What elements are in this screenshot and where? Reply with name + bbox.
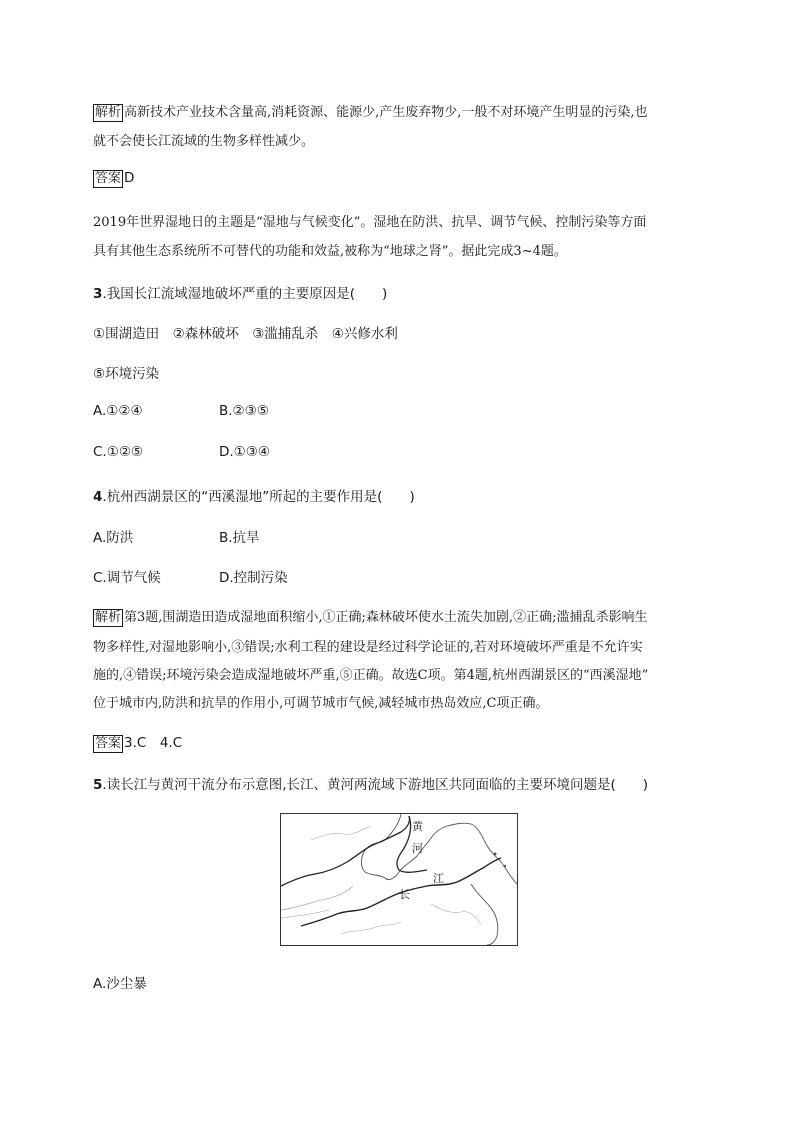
explanation-text: 高新技术产业技术含量高,消耗资源、能源少,产生废弃物少,一般不对环境产生明显的污染,也 [124, 105, 648, 120]
question-3-items-line-2: ⑤环境污染 [93, 366, 160, 382]
question-3-option-d: D.①③④ [219, 444, 270, 460]
intro-line-2: 具有其他生态系统所不可替代的功能和效益,被称为“地球之肾”。据此完成3~4题。 [93, 244, 567, 259]
explanation-2-line-2: 物多样性,对湿地影响小,③错误;水利工程的建设是经过科学论证的,若对环境破坏严重是不允许实 [93, 640, 643, 655]
explanation-1-line-2: 就不会使长江流域的生物多样性减少。 [93, 134, 315, 149]
question-3-option-c: C.①②⑤ [93, 444, 144, 460]
question-number: 3 [93, 286, 103, 302]
explanation-2-line-4: 位于城市内,防洪和抗旱的作用小,可调节城市气候,减轻城市热岛效应,C项正确。 [93, 696, 549, 711]
question-number: 5 [93, 777, 103, 793]
question-5-option-a: A.沙尘暴 [93, 976, 147, 992]
question-4-option-c: C.调节气候 [93, 570, 161, 586]
question-4-option-b: B.抗旱 [219, 530, 260, 546]
answer-tag: 答案 [95, 736, 122, 751]
question-4-option-a: A.防洪 [93, 530, 134, 546]
question-3-items-line-1: ①围湖造田 ②森林破坏 ③滥捕乱杀 ④兴修水利 [93, 326, 398, 342]
map-label-he: 河 [412, 842, 423, 855]
answer-tag: 答案 [95, 171, 122, 186]
question-5-stem: 5.读长江与黄河干流分布示意图,长江、黄河两流域下游地区共同面临的主要环境问题是( ) [93, 777, 649, 793]
map-label-jiang: 江 [433, 872, 444, 885]
question-number: 4 [93, 489, 103, 505]
question-4-stem: 4.杭州西湖景区的“西溪湿地”所起的主要作用是( ) [93, 489, 415, 505]
intro-line-1: 2019年世界湿地日的主题是“湿地与气候变化”。湿地在防洪、抗旱、调节气候、控制污染等方面 [93, 215, 647, 230]
map-label-huang: 黄 [412, 820, 423, 833]
question-3-option-a: A.①②④ [93, 403, 143, 419]
explanation-2-line-1 [93, 606, 647, 627]
answer-2 [93, 731, 182, 753]
river-map-figure [280, 813, 518, 946]
explanation-2-line-3: 施的,④错误;环境污染会造成湿地破坏严重,⑤正确。故选C项。第4题,杭州西湖景区的“西溪湿地” [93, 668, 649, 683]
question-3-stem: 3.我国长江流域湿地破坏严重的主要原因是( ) [93, 286, 388, 302]
explanation-tag: 解析 [95, 105, 122, 120]
question-3-option-b: B.②③⑤ [219, 403, 269, 419]
question-4-option-d: D.控制污染 [219, 570, 288, 586]
answer-text: D [124, 170, 135, 186]
map-label-chang: 长 [399, 888, 410, 901]
explanation-tag: 解析 [95, 610, 122, 625]
explanation-text: 第3题,围湖造田造成湿地面积缩小,①正确;森林破坏使水土流失加剧,②正确;滥捕乱杀影响生 [124, 610, 648, 625]
answer-text: 3.C 4.C [124, 735, 183, 751]
river-map-drawing [281, 814, 517, 945]
answer-1 [93, 170, 134, 188]
explanation-1-line-1 [93, 101, 648, 122]
